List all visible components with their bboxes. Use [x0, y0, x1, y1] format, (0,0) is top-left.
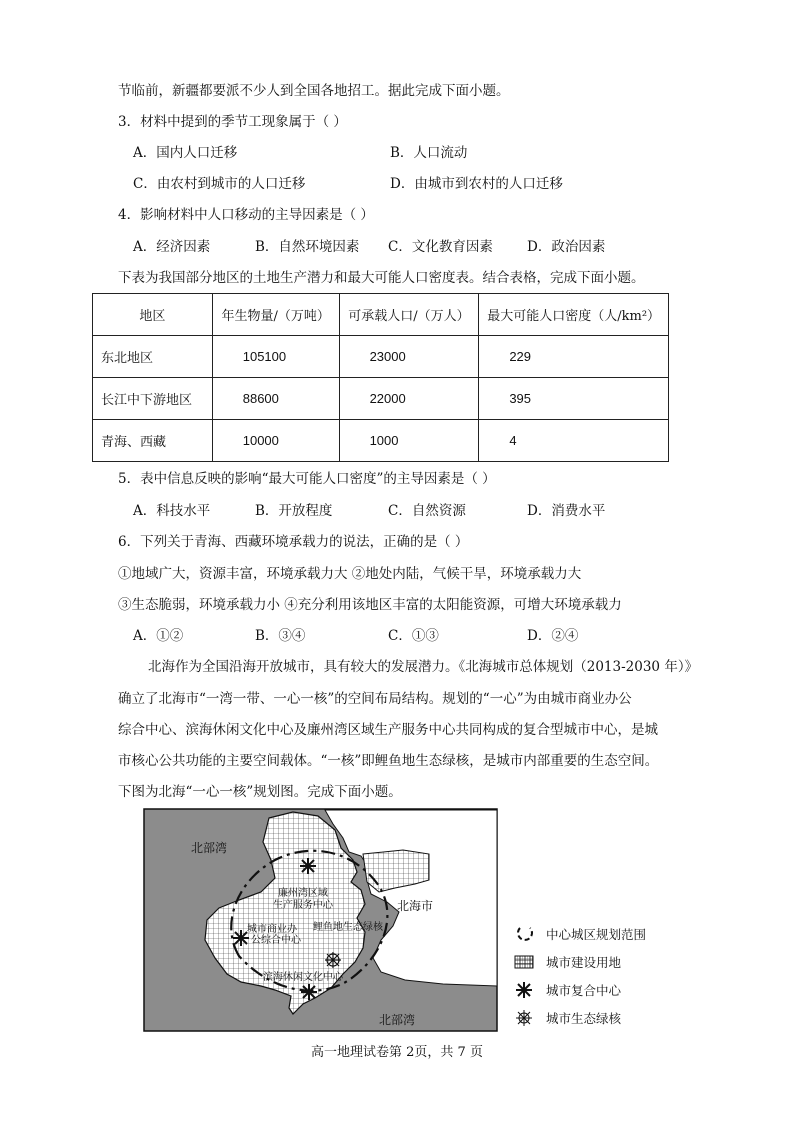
- planning-range-icon: [512, 925, 538, 943]
- density-table: [92, 293, 669, 462]
- q3-option-b[interactable]: B．人口流动: [390, 145, 468, 161]
- table-cell: 105100: [212, 336, 339, 378]
- passage-line: 综合中心、滨海休闲文化中心及廉州湾区域生产服务中心共同构成的复合型城市中心，是城: [118, 722, 658, 738]
- table-row: [93, 420, 669, 462]
- legend-label: 中心城区规划范围: [546, 928, 647, 942]
- q4-stem: 4．影响材料中人口移动的主导因素是（ ）: [118, 207, 374, 223]
- q5-option-a[interactable]: A．科技水平: [133, 503, 211, 519]
- q3-option-c[interactable]: C．由农村到城市的人口迁移: [133, 176, 306, 192]
- q5-option-b[interactable]: B．开放程度: [255, 503, 333, 519]
- q5-option-d[interactable]: D．消费水平: [527, 503, 606, 519]
- table-header-cell: 地区: [93, 294, 213, 336]
- passage-line: 确立了北海市“一湾一带、一心一核”的空间布局结构。规划的“一心”为由城市商业办公: [118, 691, 632, 707]
- q3-option-d[interactable]: D．由城市到农村的人口迁移: [390, 176, 563, 192]
- q5-stem: 5．表中信息反映的影响“最大可能人口密度”的主导因素是（ ）: [118, 471, 496, 487]
- table-row: [93, 378, 669, 420]
- q5-option-c[interactable]: C．自然资源: [388, 503, 466, 519]
- q6-option-c[interactable]: C．①③: [388, 628, 439, 644]
- table-header-row: [93, 294, 669, 336]
- ecological-core-icon: [512, 1009, 538, 1027]
- passage-line: 市核心公共功能的主要空间载体。“一核”即鲤鱼地生态绿核，是城市内部重要的生态空间。: [118, 753, 659, 769]
- q6-statements-2: ③生态脆弱，环境承载力小 ④充分利用该地区丰富的太阳能资源，可增大环境承载力: [118, 597, 622, 613]
- table-cell: 1000: [339, 420, 479, 462]
- legend-label: 城市复合中心: [546, 984, 622, 998]
- table-header-cell: 最大可能人口密度（人/km²）: [479, 294, 669, 336]
- beihai-plan-map: [143, 808, 498, 1032]
- label-city: 北海市: [397, 899, 434, 913]
- table-cell-region: 青海、西藏: [93, 420, 213, 462]
- table-cell-region: 长江中下游地区: [93, 378, 213, 420]
- label-leisure-center: 滨海休闲文化中心: [263, 972, 343, 983]
- grid-icon: [512, 953, 538, 971]
- page-footer: 高一地理试卷第 2页，共 7 页: [311, 1045, 483, 1060]
- table-cell-region: 东北地区: [93, 336, 213, 378]
- table-cell: 88600: [212, 378, 339, 420]
- legend-item-urban-land: [512, 951, 621, 973]
- q4-option-d[interactable]: D．政治因素: [527, 239, 606, 255]
- table-intro: 下表为我国部分地区的土地生产潜力和最大可能人口密度表。结合表格，完成下面小题。: [118, 270, 645, 286]
- intro-tail: 节临前，新疆都要派不少人到全国各地招工。据此完成下面小题。: [118, 83, 510, 99]
- table-cell: 395: [479, 378, 669, 420]
- table-row: [93, 336, 669, 378]
- legend-label: 城市生态绿核: [546, 1012, 622, 1026]
- q4-option-c[interactable]: C．文化教育因素: [388, 239, 493, 255]
- q6-option-a[interactable]: A．①②: [133, 628, 184, 644]
- passage-line: 下图为北海“一心一核”规划图。完成下面小题。: [118, 784, 402, 800]
- composite-center-north: [300, 858, 316, 874]
- q6-option-d[interactable]: D．②④: [527, 628, 579, 644]
- q3-option-a[interactable]: A．国内人口迁移: [133, 145, 238, 161]
- table-header-cell: 年生物量/（万吨）: [212, 294, 339, 336]
- q6-stem: 6．下列关于青海、西藏环境承载力的说法，正确的是（ ）: [118, 534, 469, 550]
- legend-label: 城市建设用地: [546, 956, 622, 970]
- legend-item-ecological-core: [512, 1007, 621, 1029]
- ecological-core-marker: [325, 952, 341, 968]
- composite-center-south: [301, 984, 317, 1000]
- label-lianzhou-2: 生产服务中心: [273, 900, 333, 911]
- legend-item-planning-range: [512, 923, 646, 945]
- legend-item-composite-center: [512, 979, 621, 1001]
- q4-option-a[interactable]: A．经济因素: [133, 239, 211, 255]
- map-svg: [143, 808, 498, 1032]
- label-liyu-core: 鲤鱼地生态绿核: [313, 922, 383, 933]
- label-bay-bottom: 北部湾: [379, 1013, 416, 1027]
- label-bay-top: 北部湾: [191, 841, 228, 855]
- table-cell: 229: [479, 336, 669, 378]
- label-business-2: 公综合中心: [251, 935, 301, 946]
- q6-statements-1: ①地域广大，资源丰富，环境承载力大 ②地处内陆，气候干旱，环境承载力大: [118, 566, 582, 582]
- table-header-cell: 可承载人口/（万人）: [339, 294, 479, 336]
- label-lianzhou-1: 廉州湾区域: [278, 888, 328, 899]
- label-business-1: 城市商业办: [247, 924, 297, 935]
- passage-line: 北海作为全国沿海开放城市，具有较大的发展潜力。《北海城市总体规划（2013-2030 年）》: [148, 659, 699, 675]
- table-cell: 22000: [339, 378, 479, 420]
- table-cell: 23000: [339, 336, 479, 378]
- asterisk-icon: [512, 981, 538, 999]
- q6-option-b[interactable]: B．③④: [255, 628, 306, 644]
- table-cell: 4: [479, 420, 669, 462]
- q3-stem: 3．材料中提到的季节工现象属于（ ）: [118, 114, 347, 130]
- table-cell: 10000: [212, 420, 339, 462]
- q4-option-b[interactable]: B．自然环境因素: [255, 239, 360, 255]
